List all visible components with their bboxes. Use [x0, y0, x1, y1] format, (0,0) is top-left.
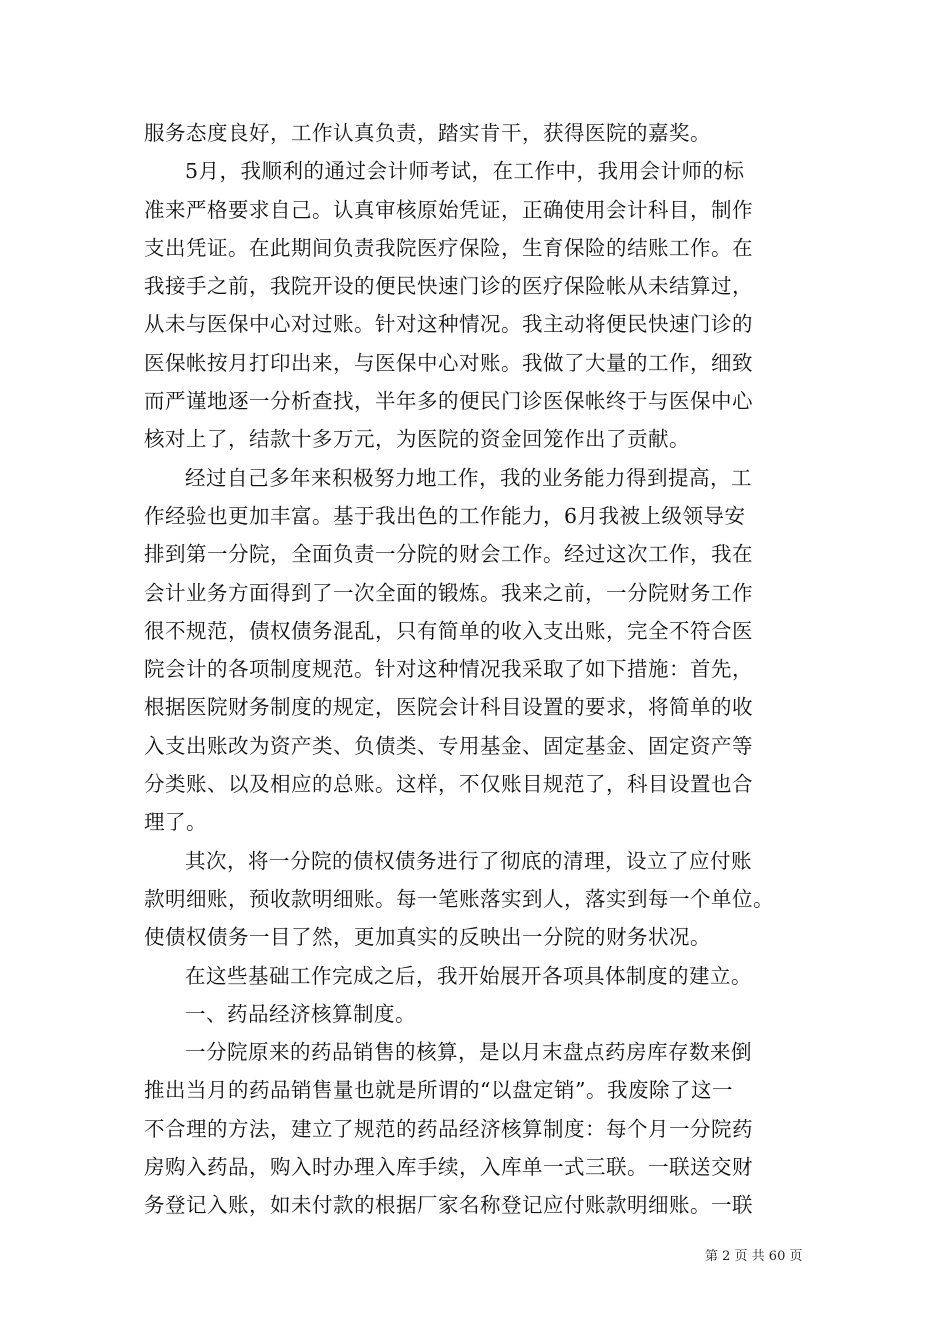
text-line: 排到第一分院，全面负责一分院的财会工作。经过这次工作，我在: [144, 542, 753, 567]
text-line: 从未与医保中心对过账。针对这种情况。我主动将便民快速门诊的: [144, 312, 753, 337]
text-line: 很不规范，债权债务混乱，只有简单的收入支出账，完全不符合医: [144, 618, 753, 643]
text-line: 医保帐按月打印出来，与医保中心对账。我做了大量的工作，细致: [144, 350, 753, 375]
text-line: 一分院原来的药品销售的核算，是以月末盘点药房库存数来倒: [185, 1040, 752, 1065]
text-line: 根据医院财务制度的规定，医院会计科目设置的要求，将简单的收: [144, 695, 753, 720]
text-line: 入支出账改为资产类、负债类、专用基金、固定基金、固定资产等: [144, 733, 753, 758]
text-line: 5月，我顺利的通过会计师考试，在工作中，我用会计师的标: [185, 159, 745, 184]
text-line: 我接手之前，我院开设的便民快速门诊的医疗保险帐从未结算过，: [144, 274, 753, 299]
text-line: 院会计的各项制度规范。针对这种情况我采取了如下措施：首先，: [144, 657, 753, 682]
text-line: 分类账、以及相应的总账。这样，不仅账目规范了，科目设置也合: [144, 772, 753, 797]
text-line: 推出当月的药品销售量也就是所谓的“以盘定销”。我废除了这一: [144, 1078, 733, 1103]
text-line: 服务态度良好，工作认真负责，踏实肯干，获得医院的嘉奖。: [144, 121, 711, 145]
text-line: 务登记入账，如未付款的根据厂家名称登记应付账款明细账。一联: [144, 1193, 753, 1218]
text-line: 经过自己多年来积极努力地工作，我的业务能力得到提高，工: [185, 465, 752, 490]
text-line: 款明细账，预收款明细账。每一笔账落实到人，落实到每一个单位。: [144, 886, 774, 911]
body-text: [144, 114, 809, 1225]
text-line: 使债权债务一目了然，更加真实的反映出一分院的财务状况。: [144, 925, 711, 950]
text-line: 不合理的方法，建立了规范的药品经济核算制度：每个月一分院药: [144, 1116, 753, 1141]
page-number: 第 2 页 共 60 页: [705, 1249, 803, 1264]
text-line: 而严谨地逐一分析查找，半年多的便民门诊医保帐终于与医保中心: [144, 389, 753, 414]
text-line: 其次，将一分院的债权债务进行了彻底的清理，设立了应付账: [185, 848, 752, 873]
text-line: 会计业务方面得到了一次全面的锻炼。我来之前，一分院财务工作: [144, 580, 753, 605]
text-line: 支出凭证。在此期间负责我院医疗保险，生育保险的结账工作。在: [144, 235, 753, 260]
text-line: 作经验也更加丰富。基于我出色的工作能力，6月我被上级领导安: [144, 503, 746, 528]
text-line: 一、药品经济核算制度。: [185, 1001, 416, 1026]
text-line: 核对上了，结款十多万元，为医院的资金回笼作出了贡献。: [144, 427, 690, 452]
text-line: 理了。: [144, 810, 207, 835]
text-line: 准来严格要求自己。认真审核原始凭证，正确使用会计科目，制作: [144, 197, 753, 222]
text-line: 在这些基础工作完成之后，我开始展开各项具体制度的建立。: [185, 963, 752, 988]
text-line: 房购入药品，购入时办理入库手续，入库单一式三联。一联送交财: [144, 1155, 753, 1180]
